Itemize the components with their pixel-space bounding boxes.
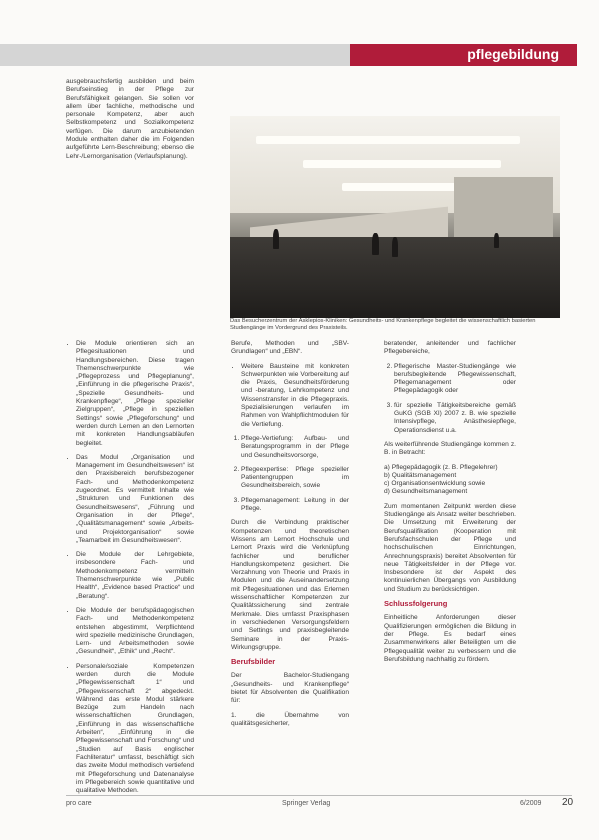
column-3 [384, 340, 516, 670]
section-heading: Schlussfolgerung [384, 599, 448, 609]
person [494, 233, 499, 248]
list-item: 1. Pflege-Vertiefung: Aufbau- und Beratungsprogramm in der Pflege und Gesundheitsvorsorge, [241, 435, 349, 460]
list-item: b) Qualitätsmanagement [384, 471, 457, 479]
footer-divider [66, 795, 572, 796]
list-item: • Die Module orientieren sich an Pflegesituationen und Handlungsbereichen. Diese tragen Themenschwerpunkte wie „Pflegeprozess und Pflegeplanung“, „Einführung in die pflegerische Praxis“, „Spezielle Gesundheits- und Krankenpflege“, „Pflege spezieller Zielgruppen“, „Pflege in speziellen Settings“ sowie „Pflegeforschung“ und werden durch Lernen an den Lernorten mit konkreten Handlungsabläufen begleitet. [76, 340, 194, 448]
list-item: 3. Pflegemanagement: Leitung in der Pflege. [241, 497, 349, 514]
list-item: d) Gesundheitsmanagement [384, 488, 468, 496]
numbered-list [231, 435, 349, 513]
list-item: 2. Pflegeexpertise: Pflege spezieller Patientengruppen im Gesundheitsbereich, sowie [241, 466, 349, 491]
person [372, 233, 379, 255]
person [392, 237, 398, 257]
light-band [256, 136, 520, 144]
paragraph: Berufe, Methoden und „SBV-Grundlagen“ und „EBN“. [231, 340, 349, 356]
journal-name: pro care [66, 800, 92, 807]
intro-paragraph: ausgebrauchsfertig ausbilden und beim Berufseinstieg in der Pflege zur Berufsfähigkeit gelangen. Sie sollen vor allem über fachliche, methodische und personale Kompetenz, aber auch Selbstkompetenz und Sozialkompetenz verfügen. Die darum anzubietenden Module enthalten daher die im Folgenden aufgeführte Lern-Beschreibung; ebenso die Lehr-/Lernorganisation (Verlaufsplanung). [66, 78, 194, 160]
column-1-bullets [66, 340, 194, 801]
list-item: • Die Module der berufspädagogischen Fach- und Methodenkompetenz entstehen abgestimmt, Verpflichtend wird spezielle medizinische Grundlagen, Lern- und Arbeitsmethoden sowie „Gesundheit“, „Ethik“ und „Recht“. [76, 607, 194, 657]
list-item: c) Organisationsentwicklung sowie [384, 480, 486, 488]
photo-caption: Das Besucherzentrum der Asklepios-Kliniken: Gesundheits- und Krankenpflege begleitet die wissenschaftlich basierten Studiengänge im Vordergrund des Praxisteils. [230, 318, 536, 331]
photo-window [454, 177, 553, 238]
person [273, 229, 279, 249]
column-2 [231, 340, 349, 734]
paragraph: Einheitliche Anforderungen dieser Qualifizierungen ermöglichen die Bildung in der Pflege. Es bedarf eines Zusammenwirkens aller Beteiligten um die Pflegequalität weiter zu verbessern und die Berufsbildung nachhaltig zu fördern. [384, 614, 516, 663]
paragraph: Durch die Verbindung praktischer Kompetenzen und theoretischen Wissens am Lernort Hochschule und Lernort Praxis wird die Verknüpfung fachlicher und beruflicher Handlungskompetenz gesichert. Die Verzahnung von Theorie und Praxis in Modulen und die Auseinandersetzung mit Pflegesituationen und das Erlernen wissenschaftlicher Kompetenzen zur Qualitätssicherung sind zentrale Merkmale. Dies umfasst Praxisphasen in verschiedenen Versorgungsfeldern und Settings und praxisbegleitende Seminare in der Praxis-Wirkungsgruppe. [231, 519, 349, 651]
paragraph: Zum momentanen Zeitpunkt werden diese Studiengänge als Ansatz weiter beschrieben. Die Umsetzung mit Erweiterung der Berufsqualifikation (Kooperation mit Berufsfachschulen der Pflege und hochschulischen Einrichtungen, Anrechnungspraxis) bereitet Absolventen für neue Tätigkeitsfelder in der Pflege vor. Insbesondere ist der Aspekt des kontinuierlichen Übergangs von Ausbildung und Studium zu berücksichtigen. [384, 502, 516, 593]
section-title: pflegebildung [467, 46, 559, 62]
issue-date: 6/2009 [520, 800, 542, 807]
paragraph: Als weiterführende Studiengänge kommen z. B. in Betracht: [384, 440, 516, 457]
paragraph: beratender, anleitender und fachlicher Pflegebereiche, [384, 340, 516, 356]
paragraph: Der Bachelor-Studiengang „Gesundheits- und Krankenpflege“ bietet für Absolventen die Qualifikation für: [231, 672, 349, 705]
publisher: Springer Verlag [282, 800, 331, 807]
list-item: • Weitere Bausteine mit konkreten Schwerpunkten wie Vorbereitung auf die Praxis, Gesundheitsförderung und -beratung, Lehrkompetenz und Wissenstransfer in die Pflegepraxis. Spezialisierungen verlaufen im Rahmen von Wahlpflichtmodulen für die Vertiefung. [241, 363, 349, 429]
list-item: a) Pflegepädagogik (z. B. Pflegelehrer) [384, 463, 498, 471]
list-item: • Das Modul „Organisation und Management im Gesundheitswesen“ ist den Praxisbereich berufsbezogener Fach- und Methodenkompetenz zugeordnet. Es vermittelt Inhalte wie „Strukturen und Funktionen des Gesundheitswesens“, „Führung und Organisation in der Pflege“, „Qualitätsmanagement“ sowie „Arbeits- und Projektorganisation“ sowie „Teamarbeit im Gesundheitswesen“. [76, 454, 194, 545]
list-item: 3. für spezielle Tätigkeitsbereiche gemäß GuKG (SGB XI) 2007 z. B. wie spezielle Intensivpflege, Anästhesiepflege, Operationsdienst u.a. [394, 402, 516, 435]
list-item: • Die Module der Lehrgebiete, insbesondere Fach- und Methodenkompetenz vermitteln Themenschwerpunkte wie „Public Health“, „Evidence based Practice“ und „Beratung“. [76, 551, 194, 601]
section-heading: Berufsbilder [231, 657, 276, 667]
list-item: • Personale/soziale Kompetenzen werden durch die Module „Pflegewissenschaft 1“ und „Pflegewissenschaft 2“ abgedeckt. Während das erste Modul stärkere Bezüge zum Handeln nach wissenschaftlichen Grundlagen, „Einführung in das wissenschaftliche Arbeiten“, „Einführung in die Pflegewissenschaft und Forschung“ und „Studien auf Basis englischer Fachliteratur“ umfasst, beschäftigt sich das zweite Modul methodisch vertiefend mit Pflegeforschung und Datenanalyse im Pflegebereich sowie quantitative und qualitative Methoden. [76, 663, 194, 796]
light-band [303, 160, 501, 168]
numbered-list [384, 363, 516, 435]
lobby-photo [230, 116, 560, 318]
page-number: 20 [562, 797, 574, 808]
list-item: 2. Pflegerische Master-Studiengänge wie berufsbegleitende Pflegewissenschaft, Pflegemanagement oder Pflegepädagogik oder [394, 363, 516, 396]
bullet-list [231, 363, 349, 429]
module-list [66, 340, 194, 795]
paragraph: 1. die Übernahme von qualitätsgesicherter, [231, 711, 349, 727]
column-1-intro [66, 78, 194, 167]
